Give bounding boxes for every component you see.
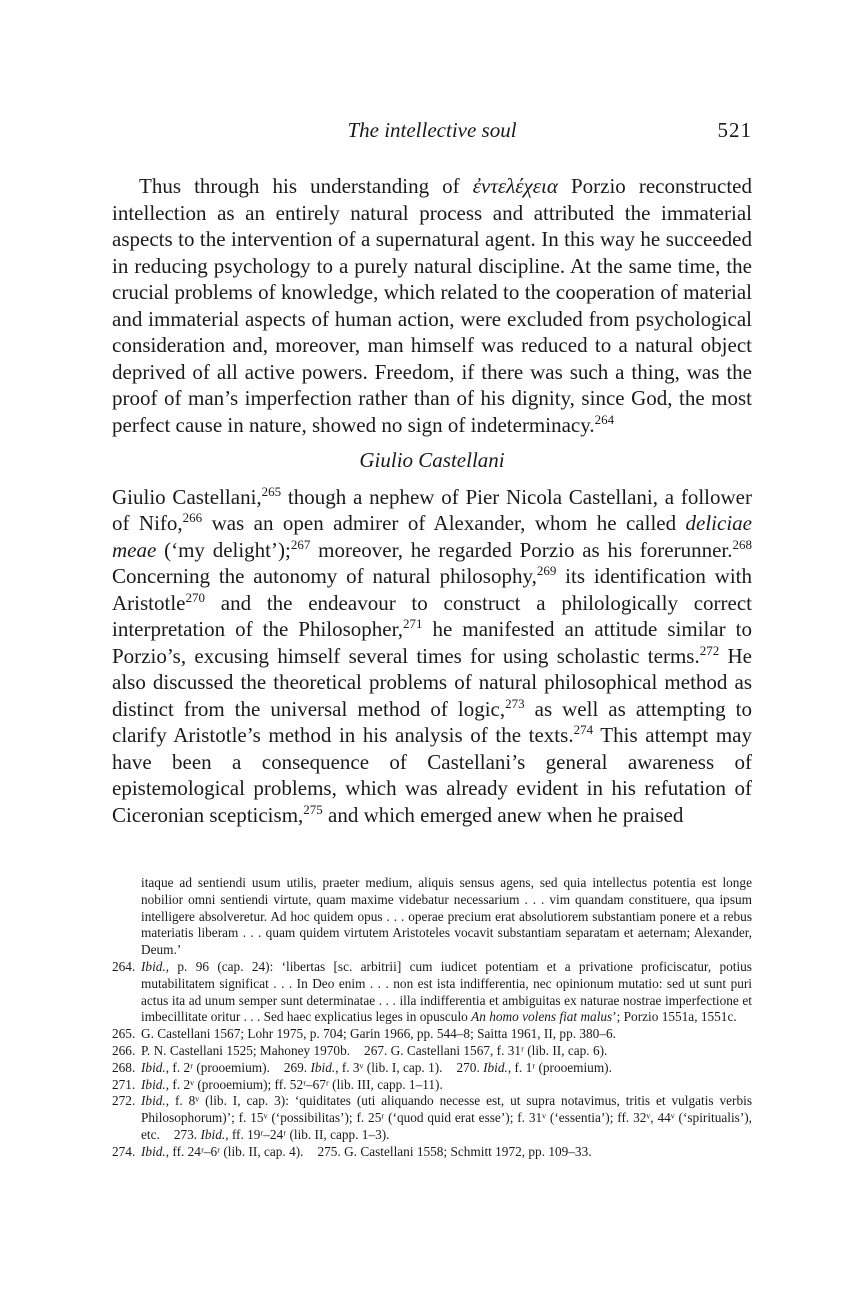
running-title: The intellective soul [347, 118, 517, 142]
paragraph-porzio-conclusion: Thus through his understanding of ἐντελέχεια Porzio reconstructed intellection as an entirely natural process and attributed the immaterial aspects to the intervention of a supernatural agent. In this way he succeeded in reducing psychology to a purely natural discipline. At the same time, the crucial problems of knowledge, which related to the cooperation of material and immaterial aspects of human action, were excluded from psychological consideration and, moreover, man himself was reduced to a natural object deprived of all active powers. Freedom, if there was such a thing, was the proof of man’s imperfection rather than of his dignity, since God, the most perfect cause in nature, showed no sign of indeterminacy.$^{264}$ [112, 174, 752, 437]
footnote-271: 271. Ibid., f. 2ᵛ (prooemium); ff. 52ʳ–67ʳ (lib. III, capp. 1–11). [112, 1076, 443, 1092]
note-ref-266: 266 [182, 510, 203, 525]
footnotes [112, 875, 752, 1161]
page-number: 521 [717, 118, 752, 142]
note-ref-271: 271 [403, 616, 423, 631]
note-ref-264: 264 [594, 411, 615, 427]
running-head [112, 118, 752, 148]
footnote-265: 265. G. Castellani 1567; Lohr 1975, p. 704; Garin 1966, pp. 544–8; Saitta 1961, II, pp. 380–6. [112, 1026, 616, 1042]
footnote-continuation: itaque ad sentiendi usum utilis, praeter medium, aliquis sensus agens, sed quia intellectus potentia est longe nobilior omni sentiendi virtute, quam maxime videbatur necessarium . . . vim quandam constituere, qua ipsum intelligere absolveretur. Ad hoc quidem opus . . . operae precium erat absolutiorem substantiam ponere et a rebus materiatis liberam . . . quam quidem virtutem Aristoteles vocavit substantiam separatam et aeternam; Alexander, Deum.’ [141, 875, 752, 958]
footnote-274-275: 274. Ibid., ff. 24ʳ–6ʳ (lib. II, cap. 4). 275. G. Castellani 1558; Schmitt 1972, pp. 109–33. [112, 1143, 592, 1159]
note-ref-267: 267 [290, 536, 311, 552]
section-heading: Giulio Castellani [359, 448, 505, 472]
work-title: An homo volens fiat malus [471, 1009, 613, 1025]
note-ref-268: 268 [732, 536, 752, 552]
latin-phrase: deliciae meae [112, 511, 752, 562]
note-ref-275: 275 [303, 801, 323, 817]
footnote-264: 264. Ibid., p. 96 (cap. 24): ‘libertas [sc. arbitrii] cum iudicet potentiam et a privatione proficiscatur, potius mutabilitatem significat . . . In Deo enim . . . non est ista indifferentia, nec opinionum mutatio: sed ut sunt puri actus ita ad unum semper sunt determinatae . . . illa indifferentia et ambiguitas ex naturae nostrae imperfectione et imbecillitate oritur . . . Sed haec explicatius leges in opusculo An homo volens fiat malus’; Porzio 1551a, 1551c. [112, 958, 752, 1025]
note-ref-265: 265 [261, 483, 282, 499]
paragraph-castellani: Giulio Castellani,$^{265}$ though a nephew of Pier Nicola Castellani, a follower of Nifo,$^{266}$ was an open admirer of Alexander, whom he called deliciae meae (‘my delight’);$^{267}$ moreover, he regarded Porzio as his forerunner.$^{268}$ Concerning the autonomy of natural philosophy,$^{269}$ its identification with Aristotle$^{270}$ and the endeavour to construct a philologically correct interpretation of the Philosopher,$^{271}$ he manifested an attitude similar to Porzio’s, excusing himself several times for using scholastic terms.$^{272}$ He also discussed the theoretical problems of natural philosophical method as distinct from the universal method of logic,$^{273}$ as well as attempting to clarify Aristotle’s method in his analysis of the texts.$^{274}$ This attempt may have been a consequence of Castellani’s general awareness of epistemological problems, which was already evident in his refutation of Ciceronian scepticism,$^{275}$ and which emerged anew when he praised [112, 483, 753, 827]
greek-term: ἐντελέχεια [472, 174, 558, 198]
footnote-268-270: 268. Ibid., f. 2ʳ (prooemium). 269. Ibid., f. 3ᵛ (lib. I, cap. 1). 270. Ibid., f. 1ʳ (prooemium). [112, 1059, 612, 1075]
note-ref-269: 269 [536, 563, 557, 578]
note-ref-272: 272 [699, 642, 720, 658]
note-ref-274: 274 [573, 722, 594, 737]
footnote-272-273: 272. Ibid., f. 8ᵛ (lib. I, cap. 3): ‘quiditates (uti aliquando necesse est, ut supra notavimus, tritis et vulgatis verbis Philosophorum)’; f. 15ᵛ (‘possibilitas’); f. 25ʳ (‘quod quid erat esse’); f. 31ᵛ (‘essentia’); ff. 32ᵛ, 44ᵛ (‘spiritualis’), etc. 273. Ibid., ff. 19ʳ–24ʳ (lib. II, capp. 1–3). [112, 1093, 752, 1142]
main-text [112, 173, 752, 828]
footnote-266-267: 266. P. N. Castellani 1525; Mahoney 1970b. 267. G. Castellani 1567, f. 31ʳ (lib. II, cap. 6). [112, 1042, 608, 1058]
note-ref-273: 273 [505, 695, 525, 711]
note-ref-270: 270 [185, 589, 205, 605]
